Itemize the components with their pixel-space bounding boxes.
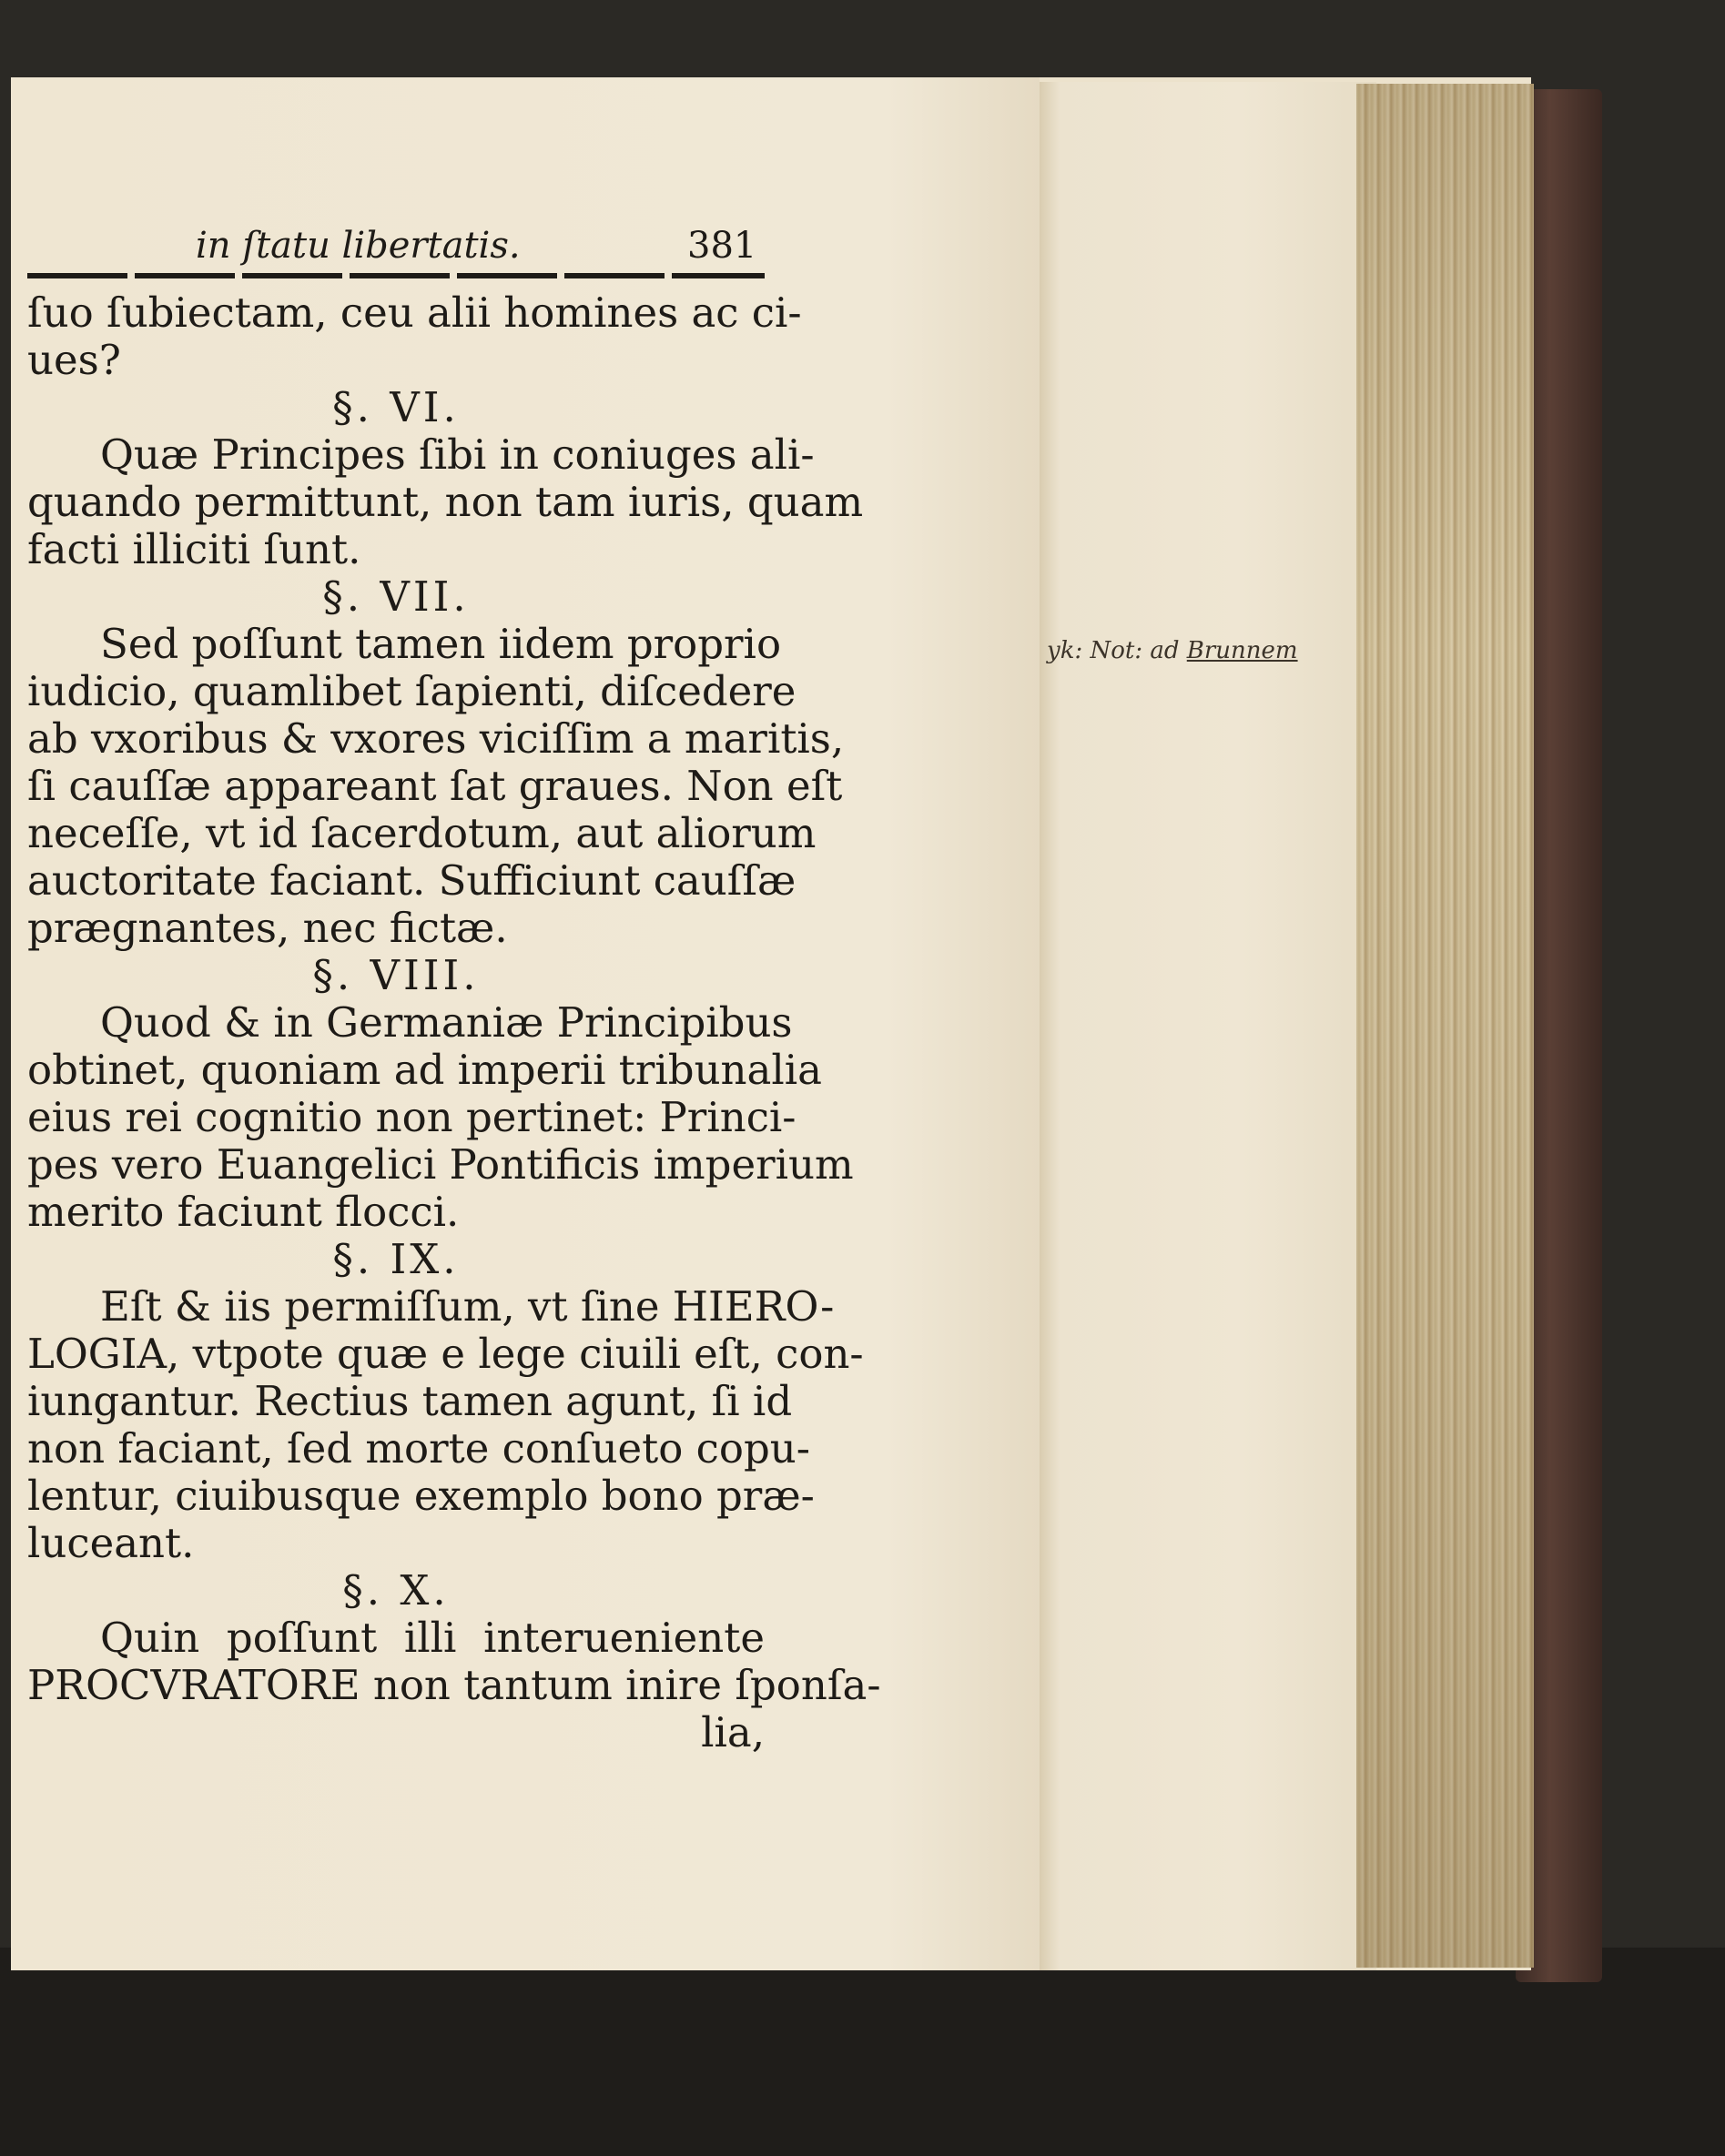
text-line: ſi cauſſæ appareant ſat graues. Non eſt bbox=[27, 762, 843, 810]
dark-background bbox=[0, 1948, 1725, 2156]
text-line: PROCVRATORE non tantum inire ſponſa- bbox=[27, 1661, 881, 1709]
text-line: quando permittunt, non tam iuris, quam bbox=[27, 478, 864, 526]
running-head bbox=[27, 218, 765, 273]
text-line: Quæ Principes ſibi in coniuges ali- bbox=[100, 430, 815, 479]
section-heading: §. VI. bbox=[332, 383, 460, 431]
running-head-title: in ſtatu libertatis. bbox=[196, 225, 521, 267]
text-line: obtinet, quoniam ad imperii tribunalia bbox=[27, 1046, 822, 1094]
section-heading: §. VII. bbox=[322, 572, 470, 621]
text-line: luceant. bbox=[27, 1519, 195, 1567]
header-rule bbox=[27, 273, 765, 278]
text-line: facti illiciti ſunt. bbox=[27, 525, 361, 573]
text-line: ab vxoribus & vxores viciſſim a maritis, bbox=[27, 714, 845, 763]
text-line: ſuo ſubiectam, ceu alii homines ac ci- bbox=[27, 288, 802, 337]
text-line: iungantur. Rectius tamen agunt, ſi id bbox=[27, 1377, 793, 1425]
text-line: non faciant, ſed morte conſueto copu- bbox=[27, 1424, 810, 1473]
page-number: 381 bbox=[687, 225, 757, 267]
text-line: merito faciunt flocci. bbox=[27, 1188, 460, 1236]
text-line: ues? bbox=[27, 336, 121, 384]
page-text bbox=[27, 218, 881, 1756]
text-line: iudicio, quamlibet ſapienti, diſcedere bbox=[27, 667, 797, 715]
text-line: Sed poſſunt tamen iidem proprio bbox=[100, 620, 782, 668]
text-line: prægnantes, nec fictæ. bbox=[27, 904, 508, 952]
section-heading: §. X. bbox=[342, 1566, 450, 1614]
handwritten-margin-note bbox=[1047, 637, 1361, 664]
text-line: neceſſe, vt id ſacerdotum, aut aliorum bbox=[27, 809, 817, 857]
margin-note-name: Brunnem bbox=[1186, 637, 1298, 664]
text-line: auctoritate faciant. Sufficiunt cauſſæ bbox=[27, 856, 797, 905]
margin-note-prefix: yk: Not: ad bbox=[1047, 637, 1187, 664]
section-heading: §. IX. bbox=[332, 1235, 460, 1283]
text-line: pes vero Euangelici Pontificis imperium bbox=[27, 1140, 854, 1189]
right-leaf bbox=[1040, 82, 1376, 1970]
text-line: Eſt & iis permiſſum, vt ſine HIERO- bbox=[100, 1282, 835, 1331]
section-heading: §. VIII. bbox=[312, 951, 480, 999]
text-line: lentur, ciuibusque exemplo bono præ- bbox=[27, 1472, 815, 1520]
text-line: Quod & in Germaniæ Principibus bbox=[100, 998, 793, 1047]
catchword: lia, bbox=[701, 1708, 765, 1756]
text-line: LOGIA, vtpote quæ e lege ciuili eſt, con- bbox=[27, 1330, 864, 1378]
page-edges-shading bbox=[1356, 84, 1534, 1968]
text-line: eius rei cognitio non pertinet: Princi- bbox=[27, 1093, 797, 1141]
text-line: Quin poſſunt illi interueniente bbox=[100, 1614, 765, 1662]
